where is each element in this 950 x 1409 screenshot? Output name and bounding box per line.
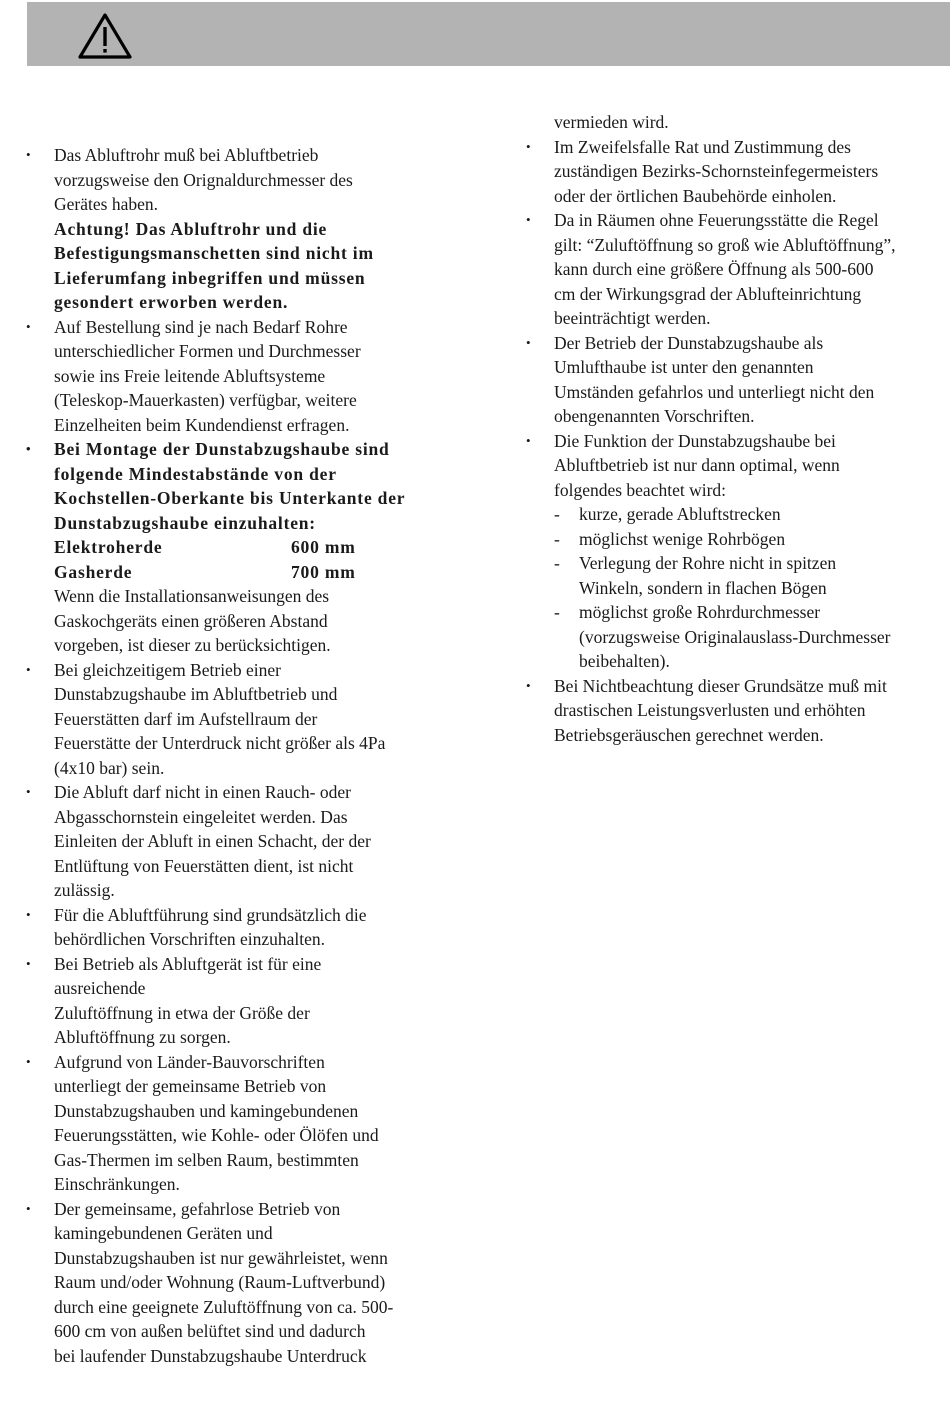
text-line: gilt: “Zuluftöffnung so groß wie Abluftöffnung”, [554, 234, 896, 255]
list-item [26, 1197, 450, 1369]
list-item [526, 135, 950, 209]
text-line: Bei gleichzeitigem Betrieb einer [54, 659, 281, 680]
bullet: • [526, 212, 531, 227]
text-line: unterschiedlicher Formen und Durchmesser [54, 341, 361, 361]
text-line: Dunstabzugshauben und kamingebundenen [54, 1100, 359, 1121]
list-item [526, 208, 950, 331]
text-line: ausreichende [54, 978, 146, 998]
text-line: Feuerungsstätten, wie Kohle- oder Ölöfen und [54, 1125, 379, 1145]
text-line: folgendes beachtet wird: [554, 479, 727, 500]
text-line: drastischen Leistungsverlusten und erhöhten [554, 700, 866, 720]
text-line: Der Betrieb der Dunstabzugshaube als [554, 332, 824, 353]
bullet: • [26, 1200, 31, 1216]
list-item [26, 437, 450, 658]
text-line: bei laufender Dunstabzugshaube Unterdruck [54, 1345, 367, 1366]
dash-item [554, 502, 950, 527]
text-line: Betriebsgeräuschen gerechnet werden. [554, 724, 824, 745]
list-item [526, 331, 950, 429]
text-line: Auf Bestellung sind je nach Bedarf Rohre [54, 316, 348, 337]
bullet: • [26, 318, 31, 334]
text-line: (4x10 bar) sein. [54, 757, 165, 778]
text-line: Einleiten der Abluft in einen Schacht, der der [54, 831, 371, 851]
text-line: Abgasschornstein eingeleitet werden. Das [54, 806, 348, 827]
text-line: Die Funktion der Dunstabzugshaube bei [554, 430, 836, 451]
text-line: Entlüftung von Feuerstätten dient, ist nicht [54, 855, 354, 876]
list-item [26, 952, 450, 1050]
right-column [526, 110, 950, 747]
text-line: Aufgrund von Länder-Bauvorschriften [54, 1051, 325, 1072]
text-line: beeinträchtigt werden. [554, 308, 711, 328]
list-item [26, 1050, 450, 1197]
bold-text: Bei Montage der Dunstabzugshaube sind [54, 439, 390, 459]
text-line: zuständigen Bezirks-Schornsteinfegermeisters [554, 161, 879, 181]
bullet: • [26, 147, 31, 162]
text-line: durch eine geeignete Zuluftöffnung von ca. 500- [54, 1296, 394, 1317]
text-line: Gerätes haben. [54, 194, 158, 214]
bold-text: folgende Mindestabstände von der [54, 463, 337, 484]
text-line: sowie ins Freie leitende Abluftsysteme [54, 365, 326, 386]
bullet: • [26, 1053, 31, 1069]
text-line: behördlichen Vorschriften einzuhalten. [54, 929, 326, 949]
bullet: • [526, 677, 531, 693]
bullet: • [526, 432, 531, 448]
list-item [526, 674, 950, 748]
text-line: Umlufthaube ist unter den genannten [554, 357, 814, 377]
text-line: Feuerstätten darf im Aufstellraum der [54, 708, 318, 729]
bullet: • [26, 784, 31, 799]
text-line: Wenn die Installationsanweisungen des [54, 586, 330, 606]
text-line: Bei Nichtbeachtung dieser Grundsätze muß mit [554, 675, 887, 696]
text-line: Die Abluft darf nicht in einen Rauch- oder [54, 782, 351, 802]
text-line: Dunstabzugshauben ist nur gewährleistet, wenn [54, 1247, 388, 1268]
header-bar [27, 2, 950, 66]
dash-item [554, 551, 950, 600]
text-line: Gas-Thermen im selben Raum, bestimmten [54, 1149, 359, 1170]
text-line: vorzugsweise den Orignaldurchmesser des [54, 169, 353, 190]
text-line: obengenannten Vorschriften. [554, 406, 755, 426]
dash-marker: - [554, 602, 560, 622]
dash-item [554, 600, 950, 674]
warning-triangle-icon [77, 12, 133, 60]
text-line: 600 cm von außen belüftet sind und dadurch [54, 1321, 366, 1341]
text-line: Im Zweifelsfalle Rat und Zustimmung des [554, 136, 851, 157]
distance-row [54, 560, 450, 585]
text-line: Da in Räumen ohne Feuerungsstätte die Regel [554, 210, 879, 230]
bullet: • [26, 661, 31, 677]
text-line: Gaskochgeräts einen größeren Abstand [54, 610, 328, 631]
distance-row [54, 535, 450, 560]
text-line: Einzelheiten beim Kundendienst erfragen. [54, 414, 350, 435]
bullet: • [26, 441, 32, 456]
text-line: vorgeben, ist dieser zu berücksichtigen. [54, 635, 331, 655]
text-line: Das Abluftrohr muß bei Abluftbetrieb [54, 145, 319, 165]
text-line: Dunstabzugshaube im Abluftbetrieb und [54, 684, 338, 704]
list-item [26, 903, 450, 952]
text-line: oder der örtlichen Baubehörde einholen. [554, 185, 837, 206]
dash-marker: - [554, 504, 560, 524]
left-column [26, 143, 450, 1368]
text-line: Abluftbetrieb ist nur dann optimal, wenn [554, 455, 840, 475]
text-line: kann durch eine größere Öffnung als 500-600 [554, 259, 874, 279]
list-item [526, 429, 950, 674]
bold-text: Dunstabzugshaube einzuhalten: [54, 512, 316, 533]
text-line: (vorzugsweise Originalauslass-Durchmesser [579, 626, 891, 647]
bullet: • [526, 138, 531, 154]
distance-value: 600 mm [291, 537, 356, 557]
dash-marker: - [554, 553, 560, 573]
text-line: Feuerstätte der Unterdruck nicht größer als 4Pa [54, 733, 386, 753]
bullet: • [26, 906, 31, 922]
text-line: kamingebundenen Geräten und [54, 1223, 273, 1243]
text-line: Umständen gefahrlos und unterliegt nicht den [554, 381, 875, 402]
text-line: kurze, gerade Abluftstrecken [579, 504, 781, 524]
list-item [26, 780, 450, 903]
text-line: Verlegung der Rohre nicht in spitzen [579, 553, 837, 573]
text-line: Der gemeinsame, gefahrlose Betrieb von [54, 1198, 341, 1219]
distance-label: Gasherde [54, 561, 133, 582]
text-line: beibehalten). [579, 651, 670, 671]
text-line: Für die Abluftführung sind grundsätzlich die [54, 904, 367, 925]
text-line: möglichst wenige Rohrbögen [579, 528, 786, 549]
list-item [26, 143, 450, 315]
warning-text: Achtung! Das Abluftrohr und die [54, 218, 328, 239]
text-line: Zuluftöffnung in etwa der Größe der [54, 1002, 310, 1023]
text-line: Einschränkungen. [54, 1174, 180, 1194]
warning-text: gesondert erworben werden. [54, 292, 289, 312]
distance-value: 700 mm [291, 561, 356, 582]
dash-item [554, 527, 950, 552]
dash-marker: - [554, 528, 560, 549]
text-line: (Teleskop-Mauerkasten) verfügbar, weitere [54, 390, 357, 410]
text-line: zulässig. [54, 880, 115, 900]
continued-text: vermieden wird. [554, 112, 669, 132]
text-line: Raum und/oder Wohnung (Raum-Luftverbund) [54, 1272, 386, 1292]
distance-label: Elektroherde [54, 537, 163, 557]
text-line: cm der Wirkungsgrad der Ablufteinrichtung [554, 283, 862, 304]
warning-text: Lieferumfang inbegriffen und müssen [54, 267, 366, 288]
bold-text: Kochstellen-Oberkante bis Unterkante der [54, 488, 406, 508]
list-item [26, 315, 450, 438]
text-line: Bei Betrieb als Abluftgerät ist für eine [54, 953, 322, 974]
bullet: • [526, 334, 531, 350]
list-item [26, 658, 450, 781]
bullet: • [26, 955, 31, 971]
text-line: möglichst große Rohrdurchmesser [579, 602, 821, 622]
text-line: unterliegt der gemeinsame Betrieb von [54, 1076, 327, 1096]
text-line: Winkeln, sondern in flachen Bögen [579, 577, 827, 598]
warning-text: Befestigungsmanschetten sind nicht im [54, 243, 374, 263]
text-line: Abluftöffnung zu sorgen. [54, 1027, 231, 1047]
